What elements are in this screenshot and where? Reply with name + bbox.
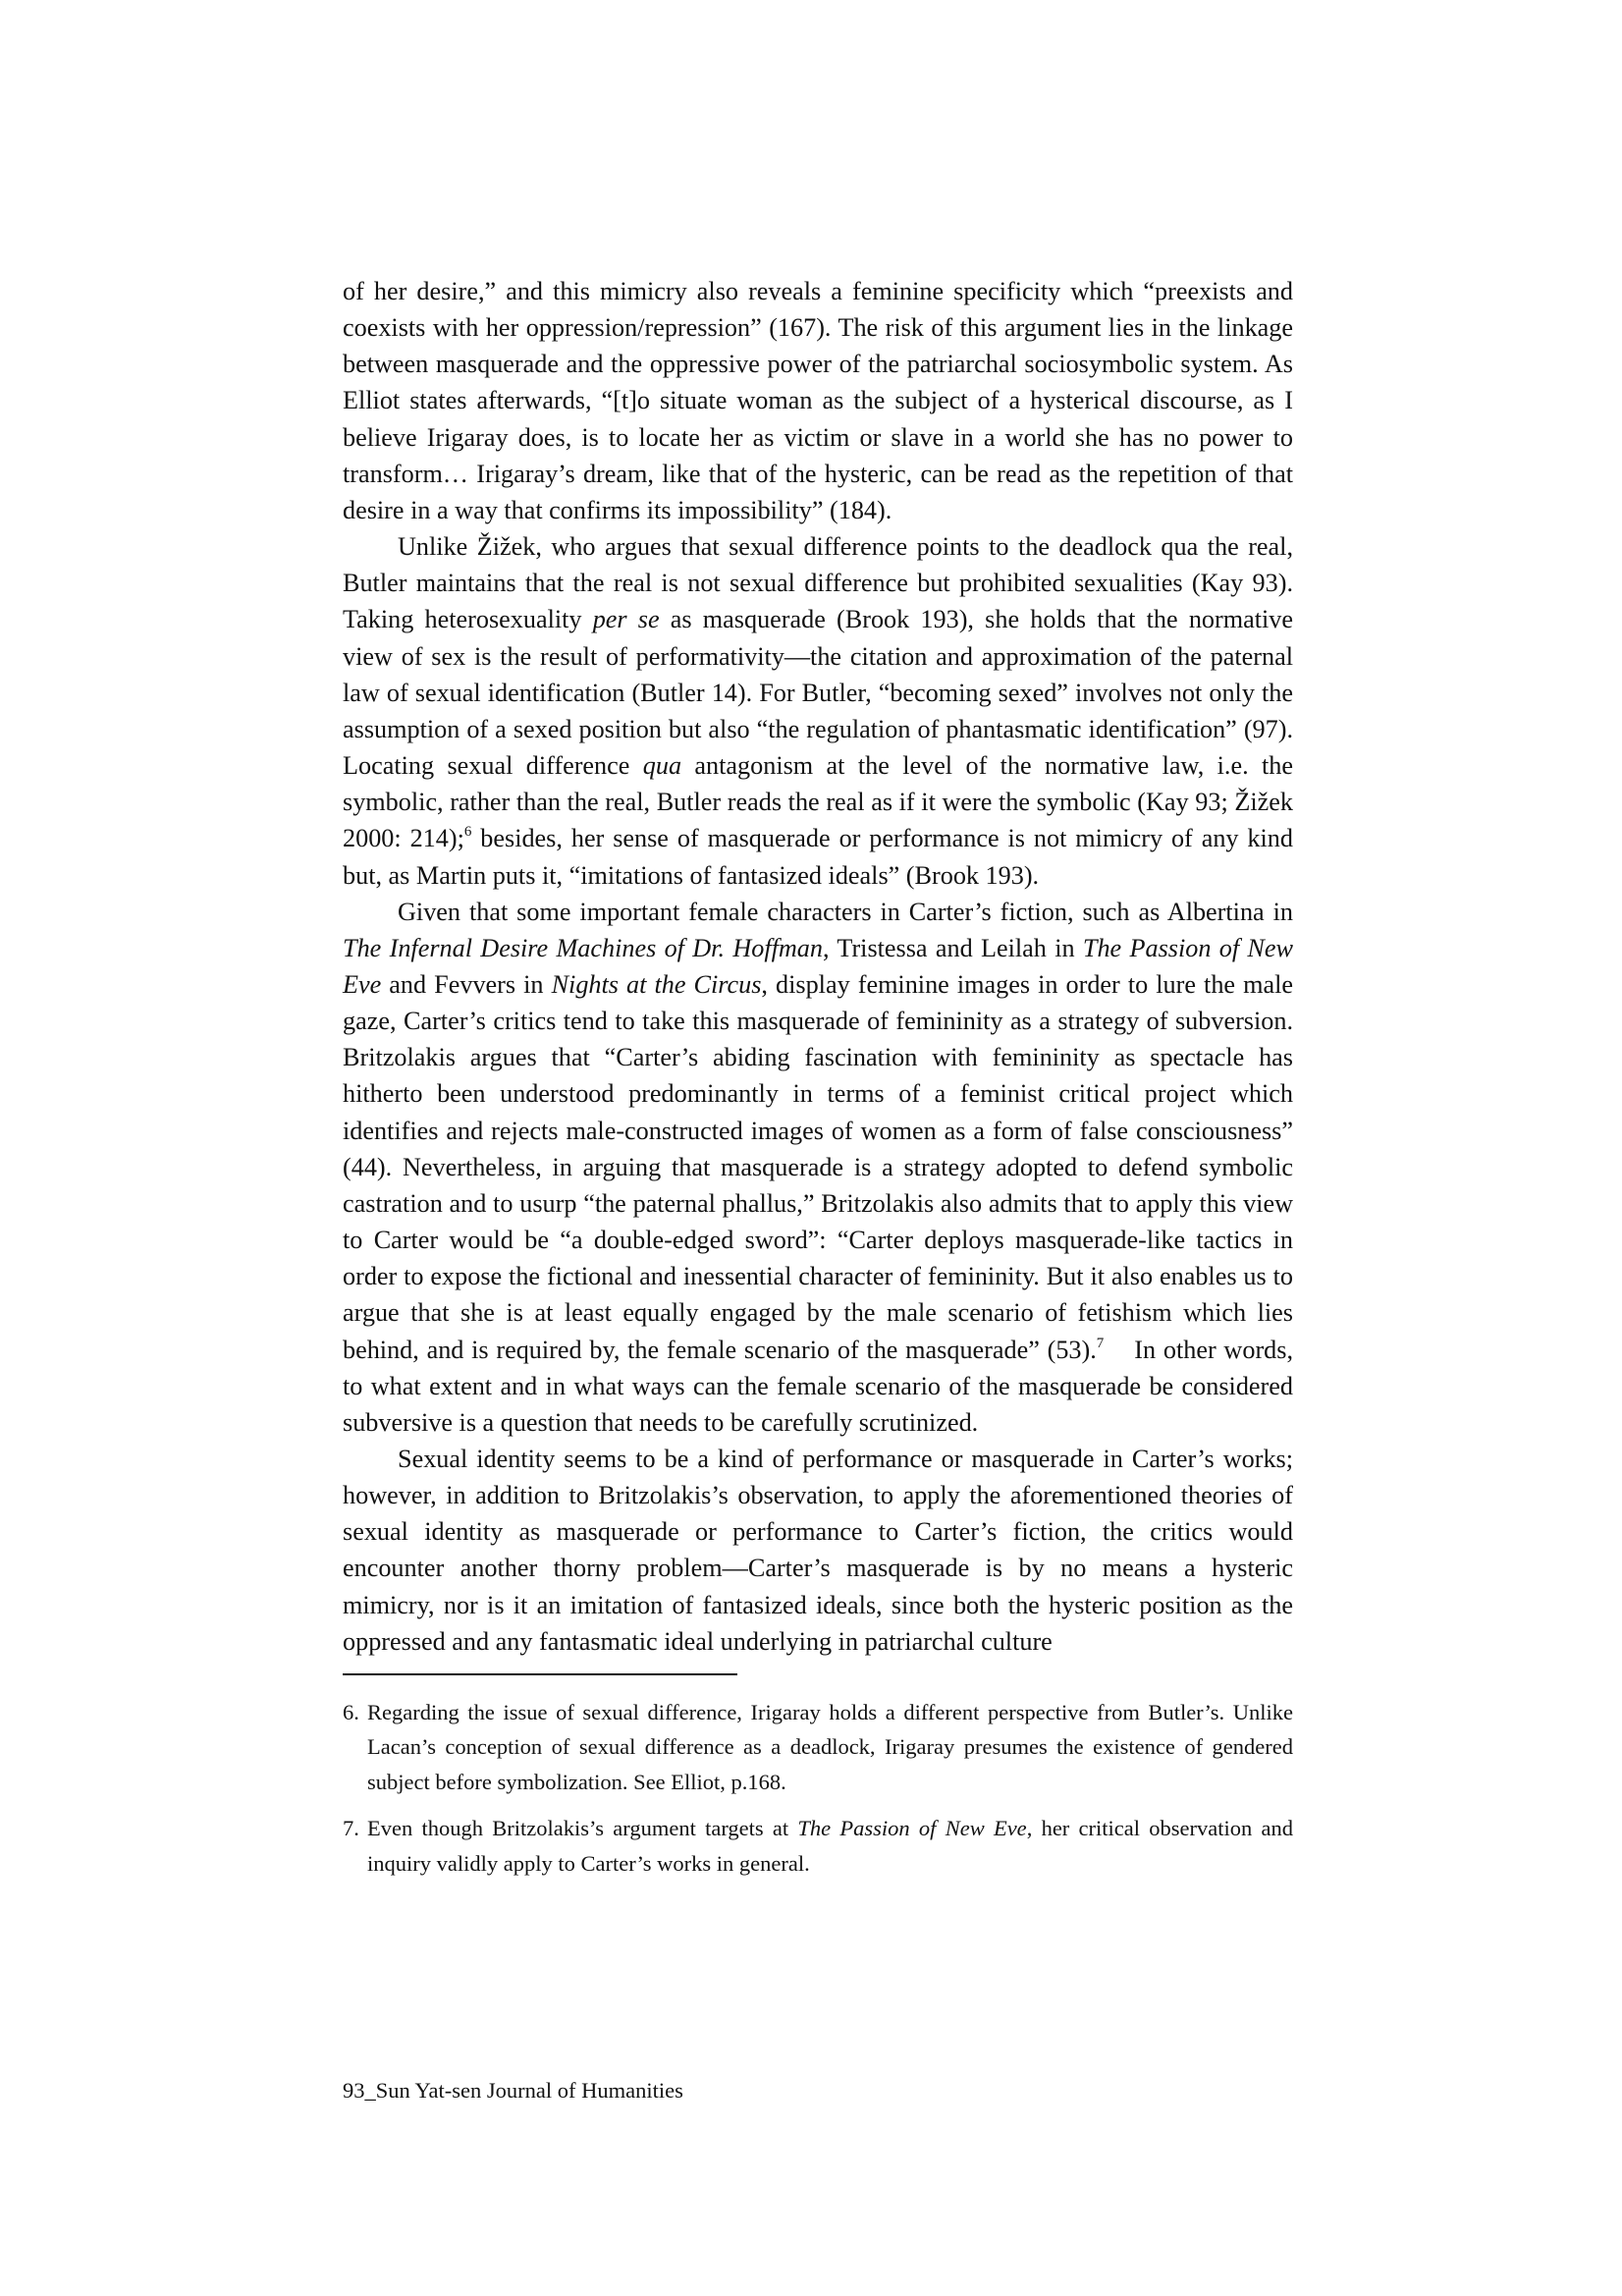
paragraph-1 — [343, 273, 1293, 528]
footnote-text: , her critical observation and inquiry validly apply to Carter’s works in general. — [367, 1816, 1294, 1876]
paragraph-2 — [343, 528, 1293, 894]
italic-title: The Infernal Desire Machines of Dr. Hoffman — [343, 933, 823, 962]
footnote-divider — [343, 1673, 737, 1675]
footnote-number: 6. — [343, 1699, 359, 1724]
footnote-6 — [343, 1695, 1293, 1800]
paragraph-text: , Tristessa and Leilah in — [822, 933, 1083, 962]
footnote-ref-6[interactable]: 6 — [463, 824, 472, 841]
paragraph-text: antagonism at the level of the normative law, i.e. the symbolic, rather than the real, Butler reads the real as if it were the symbolic (Kay 93; Žižek 2000: 214); — [343, 751, 1293, 853]
paragraph-text: , display feminine images in order to lure the male gaze, Carter’s critics tend to take this masquerade of femininity as a strategy of subversion. Britzolakis argues that “Carter’s abiding fascination with femininity as spectacle has hitherto been understood predominantly in terms of a feminist critical project which identifies and rejects male-constructed images of women as a form of false consciousness” (44). Nevertheless, in arguing that masquerade is a strategy adopted to defend symbolic castration and to usurp “the paternal phallus,” Britzolakis also admits that to apply this view to Carter would be “a double-edged sword”: “Carter deploys masquerade-like tactics in order to expose the fictional and inessential character of femininity. But it also enables us to argue that she is at least equally engaged by the male scenario of fetishism which lies behind, and is required by, the female scenario of the masquerade” (53). — [343, 969, 1293, 1364]
footnote-text: Even though Britzolakis’s argument targets at — [367, 1816, 798, 1841]
page-footer — [343, 2076, 683, 2105]
footnote-text: Regarding the issue of sexual difference, Irigaray holds a different perspective from Butler’s. Unlike Lacan’s conception of sexual difference as a deadlock, Irigaray presumes the existence of gendered subject before symbolization. See Elliot, p.168. — [367, 1699, 1293, 1794]
italic-term: per se — [592, 605, 660, 634]
italic-title: Nights at the Circus — [551, 969, 762, 999]
paragraph-text: besides, her sense of masquerade or performance is not mimicry of any kind but, as Martin puts it, “imitations of fantasized ideals” (Brook 193). — [343, 824, 1293, 890]
paragraph-4 — [343, 1441, 1293, 1660]
footnote-7 — [343, 1811, 1293, 1881]
main-text — [343, 273, 1300, 1660]
italic-title: The Passion of New Eve — [797, 1816, 1027, 1841]
paragraph-text: as masquerade (Brook 193), she holds that the normative view of sex is the result of performativity—the citation and approximation of the paternal law of sexual identification (Butler 14). For Butler, “becoming sexed” involves not only the assumption of a sexed position but also “the regulation of phantasmatic identification” (97). Locating sexual difference — [343, 605, 1293, 781]
paragraph-3 — [343, 894, 1300, 1441]
paragraph-text: Sexual identity seems to be a kind of performance or masquerade in Carter’s works; however, in addition to Britzolakis’s observation, to apply the aforementioned theories of sexual identity as masquerade or performance to Carter’s fiction, the critics would encounter another thorny problem—Carter’s masquerade is by no means a hysteric mimicry, nor is it an imitation of fantasized ideals, since both the hysteric position as the oppressed and any fantasmatic ideal underlying in patriarchal culture — [343, 1445, 1293, 1656]
paragraph-text: of her desire,” and this mimicry also reveals a feminine specificity which “preexists and coexists with her oppression/repression” (167). The risk of this argument lies in the linkage between masquerade and the oppressive power of the patriarchal sociosymbolic system. As Elliot states afterwards, “[t]o situate woman as the subject of a hysterical discourse, as I believe Irigaray does, is to locate her as victim or slave in a world she has no power to transform… Irigaray’s dream, like that of the hysteric, can be read as the repetition of that desire in a way that confirms its impossibility” (184). — [343, 277, 1293, 524]
footnote-ref-7[interactable]: 7 — [1096, 1335, 1105, 1351]
footnote-number: 7. — [343, 1816, 359, 1841]
running-footer: 93_Sun Yat-sen Journal of Humanities — [343, 2078, 683, 2103]
paragraph-text: Unlike Žižek, who argues that sexual difference points to the deadlock qua the real, Butler maintains that the real is not sexual difference but prohibited sexualities (Kay 93). Taking heterosexuality — [343, 532, 1293, 634]
paragraph-text: Given that some important female characters in Carter’s fiction, such as Albertina in — [398, 897, 1293, 926]
paragraph-text: In other words, to what extent and in what ways can the female scenario of the masquerade be considered subversive is a question that needs to be carefully scrutinized. — [343, 1335, 1300, 1437]
paragraph-text: and Fevvers in — [381, 969, 552, 999]
footnotes — [343, 1695, 1293, 1882]
italic-term: qua — [642, 751, 682, 781]
page-content — [343, 273, 1300, 1892]
italic-title: The Passion of New Eve — [343, 933, 1293, 999]
